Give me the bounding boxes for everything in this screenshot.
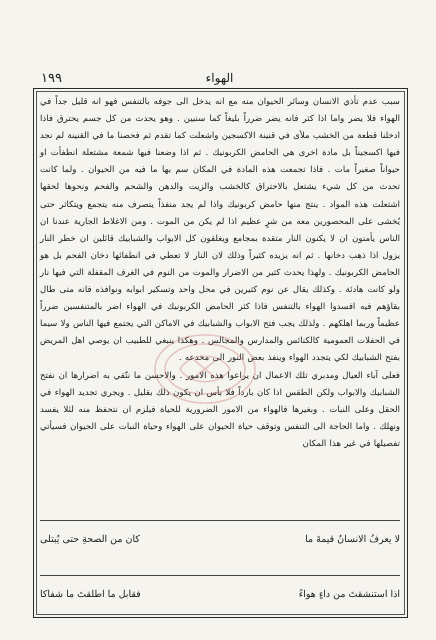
verse-hemistich-right: لا يعرفُ الانسانُ قيمةَ ما: [305, 533, 400, 545]
verse-divider: [40, 575, 400, 576]
verse-hemistich-left: كان من الصحةِ حتى يُبتلى: [40, 533, 140, 545]
body-text: [40, 94, 400, 452]
verse-row: [40, 530, 400, 548]
paragraph-1: سبب عدم تأذي الانسان وسائر الحيوان منه مع انه يدخل الى جوفه بالتنفس فهو انه قليل جداً في الهواء فلا يضر واما اذا كثر فانه يضر ضرراً بليغاً كما سنبين . وهو يحدث من كل جسم يحترق فاذا ادخلنا قطعة من الخشب ملأى في قنينة الاكسجين واشعلت كما تقدم ثم فحصنا ما في القنينة لم نجد فيها اكسجيناً بل مادة اخرى هي الحامض الكربونيك . ثم اذا وضعنا فيها شمعة مشتعلة انطفأت او حيواناً صغيراً مات . فاذا تجمعت هذه المادة في المكان سم بها ما فيه من الحيوان . ولما كانت تحدث من كل شيء يشتعل بالاحتراق كالخشب والزيت والدهن والشحم والفحم ونحوها لحقها اشتعلت هذه المواد . ينتج منها حامض كربونيك واذا لم يجد منفذاً يتصرف منه يتجمع ويتكاثر حتى يُخشى على المحصورين معه من شرٍ عظيم اذا لم يكن من الموت . ومن الاغلاط الجارية عندنا ان الناس يأمنون ان لا يكنون النار متقدة بمجامع ويغلقون كل الابواب والشبابيك قائلين ان خطر النار يزول اذا ذهب دخانها . ثم انه يزيده كثيراً وذلك لان النار لا تعطي في انطفائها دخان الفحم بل هو الحامض الكربونيك . ولهذا يحدث كثير من الاضرار والموت من النوم في الغرف المقفلة التي فيها نار ولو كانت هادئة . وكذلك يقال عن نوم كثيرين في محل واحد وتسكير ابوابه ونوافذه فانه متى طال بقاؤهم فيه افسدوا الهواء بالتنفس فاذا كثر الحامض الكربونيك في الهواء اضر بالمتنفسين ضرراً عظيماً وربما اهلكهم . ولذلك يجب فتح الابواب والشبابيك في الاماكن التي يجتمع فيها الناس ولا سيما في الحفلات العمومية كالكنائس والمدارس والمجالس . وهكذا ينبغي للطبيب ان يوصي اهل المريض بفتح الشبابيك لكي يتجدد الهواء وينفذ بعض النور الى مخدعه .: [40, 97, 400, 364]
verse-hemistich-left: فقابل ما اطلقتَ ما شفاكا: [40, 588, 141, 600]
page-number: ١٩٩: [41, 71, 62, 86]
verse-hemistich-right: اذا استنشقتَ من داءٍ هواءً: [298, 588, 400, 600]
paragraph-2: فعلى آباء العيال ومدبري تلك الاعمال ان يراعوا هذه الامور . والاحسن ما نتّقي به اضرارها ان نفتح الشبابيك والابواب ولكن الطقس اذا كان بارداً فلا بأس ان يكون ذلك بقليل . ويجري تجديد الهواء في الحقل وعلى النبات . وبغيرها فالهواء من الامور الضرورية للحياة فيلزم ان نتحفظ منه لئلا يفسد ونهلك . واما الحاجة الى التنفس وتوقف حياة الحيوان على الهواء وحياة النبات على الحيوان فسيأتي تفصيلها في غير هذا المكان: [40, 370, 400, 449]
page-header: [33, 70, 406, 88]
verse-row: [40, 585, 400, 603]
running-head: الهواء: [205, 71, 234, 85]
verse-divider: [40, 520, 400, 521]
